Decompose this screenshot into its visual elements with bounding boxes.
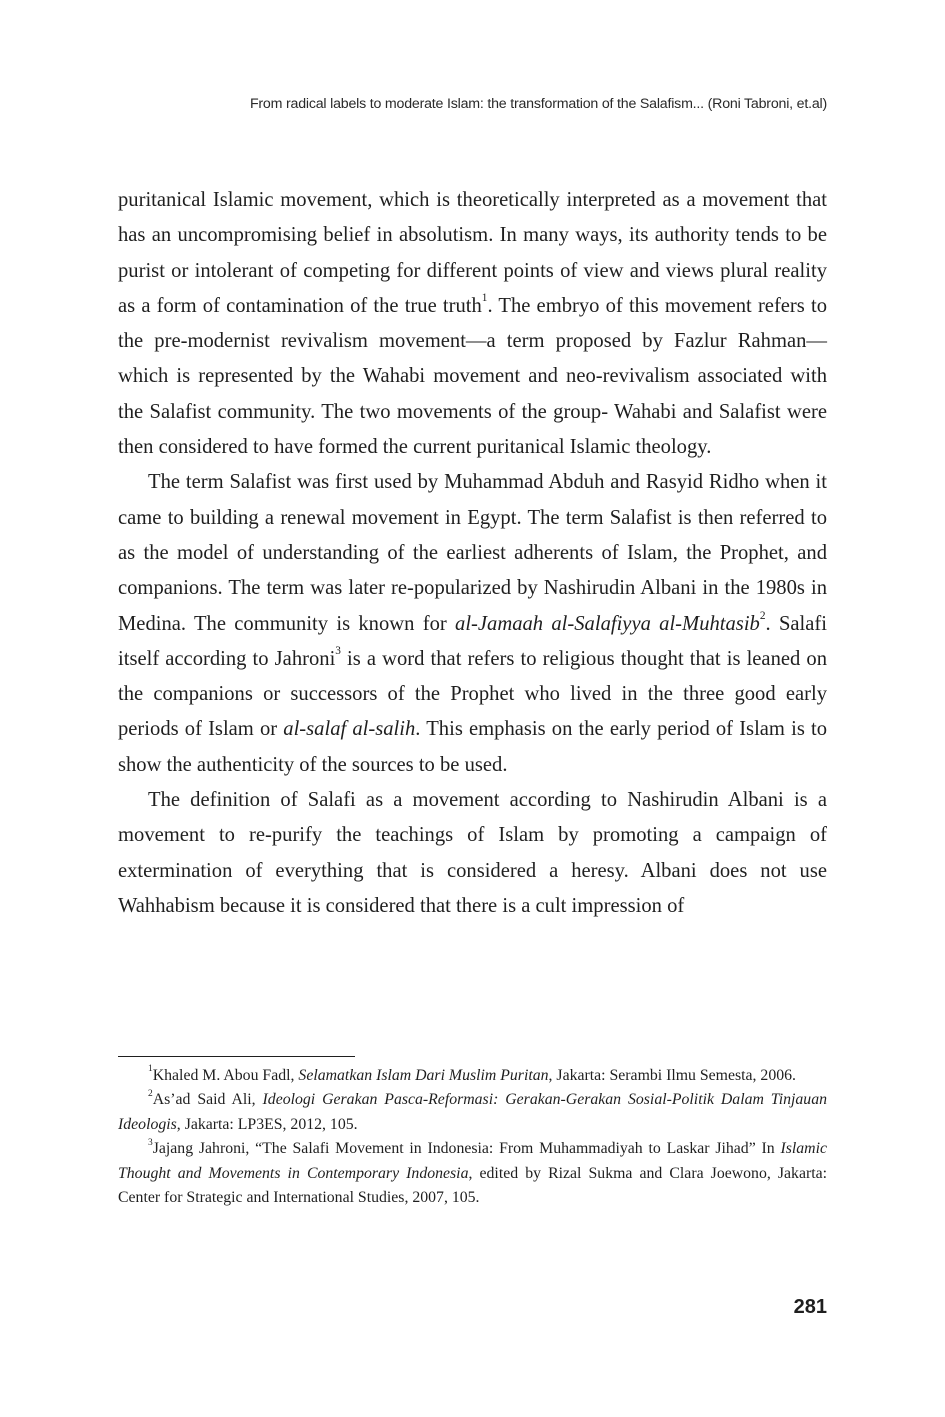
footnotes (118, 1064, 827, 1210)
footnote-2: $^2$As’ad Said Ali, Ideologi Gerakan Pasca-Reformasi: Gerakan-Gerakan Sosial-Politik Dalam Tinjauan Ideologis, Jakarta: LP3ES, 2012, 105. (118, 1088, 827, 1133)
footnote-1: $^1$Khaled M. Abou Fadl, Selamatkan Islam Dari Muslim Puritan, Jakarta: Serambi Ilmu Semesta, 2006. (148, 1064, 796, 1084)
page-number: 281 (793, 1296, 827, 1318)
main-text (118, 183, 827, 924)
paragraph-2: The term Salafist was first used by Muhammad Abduh and Rasyid Ridho when it came to building a renewal movement in Egypt. The term Salafist is then referred to as the model of understanding of the earliest adherents of Islam, the Prophet, and companions. The term was later re-popularized by Nashirudin Albani in the 1980s in Medina. The community is known for al-Jamaah al-Salafiyya al-Muhtasib$^2$. Salafi itself according to Jahroni$^3$ is a word that refers to religious thought that is leaned on the companions or successors of the Prophet who lived in the three good early periods of Islam or al-salaf al-salih. This emphasis on the early period of Islam is to show the authenticity of the sources to be used. (118, 471, 827, 776)
paragraph-1: puritanical Islamic movement, which is theoretically interpreted as a movement that has an uncompromising belief in absolutism. In many ways, its authority tends to be purist or intolerant of competing for different points of view and views plural reality as a form of contamination of the true truth$^1$. The embryo of this movement refers to the pre-modernist revivalism movement—a term proposed by Fazlur Rahman—which is represented by the Wahabi movement and neo-revivalism associated with the Salafist community. The two movements of the group- Wahabi and Salafist were then considered to have formed the current puritanical Islamic theology. (118, 189, 827, 459)
footnote-divider (118, 1056, 355, 1057)
running-header: From radical labels to moderate Islam: the transformation of the Salafism... (Roni Tabroni, et.al) (249, 96, 827, 112)
footnote-ref-1: 1 (481, 292, 488, 305)
footnote-3: $^3$Jajang Jahroni, “The Salafi Movement in Indonesia: From Muhammadiyah to Laskar Jihad” In Islamic Thought and Movements in Contemporary Indonesia, edited by Rizal Sukma and Clara Joewono, Jakarta: Center for Strategic and International Studies, 2007, 105. (118, 1137, 828, 1207)
paragraph-3: The definition of Salafi as a movement according to Nashirudin Albani is a movement to re-purify the teachings of Islam by promoting a campaign of extermination of everything that is considered a heresy. Albani does not use Wahhabism because it is considered that there is a cult impression of (118, 789, 827, 917)
footnote-ref-3: 3 (335, 645, 341, 658)
footnote-ref-2: 2 (759, 609, 766, 622)
